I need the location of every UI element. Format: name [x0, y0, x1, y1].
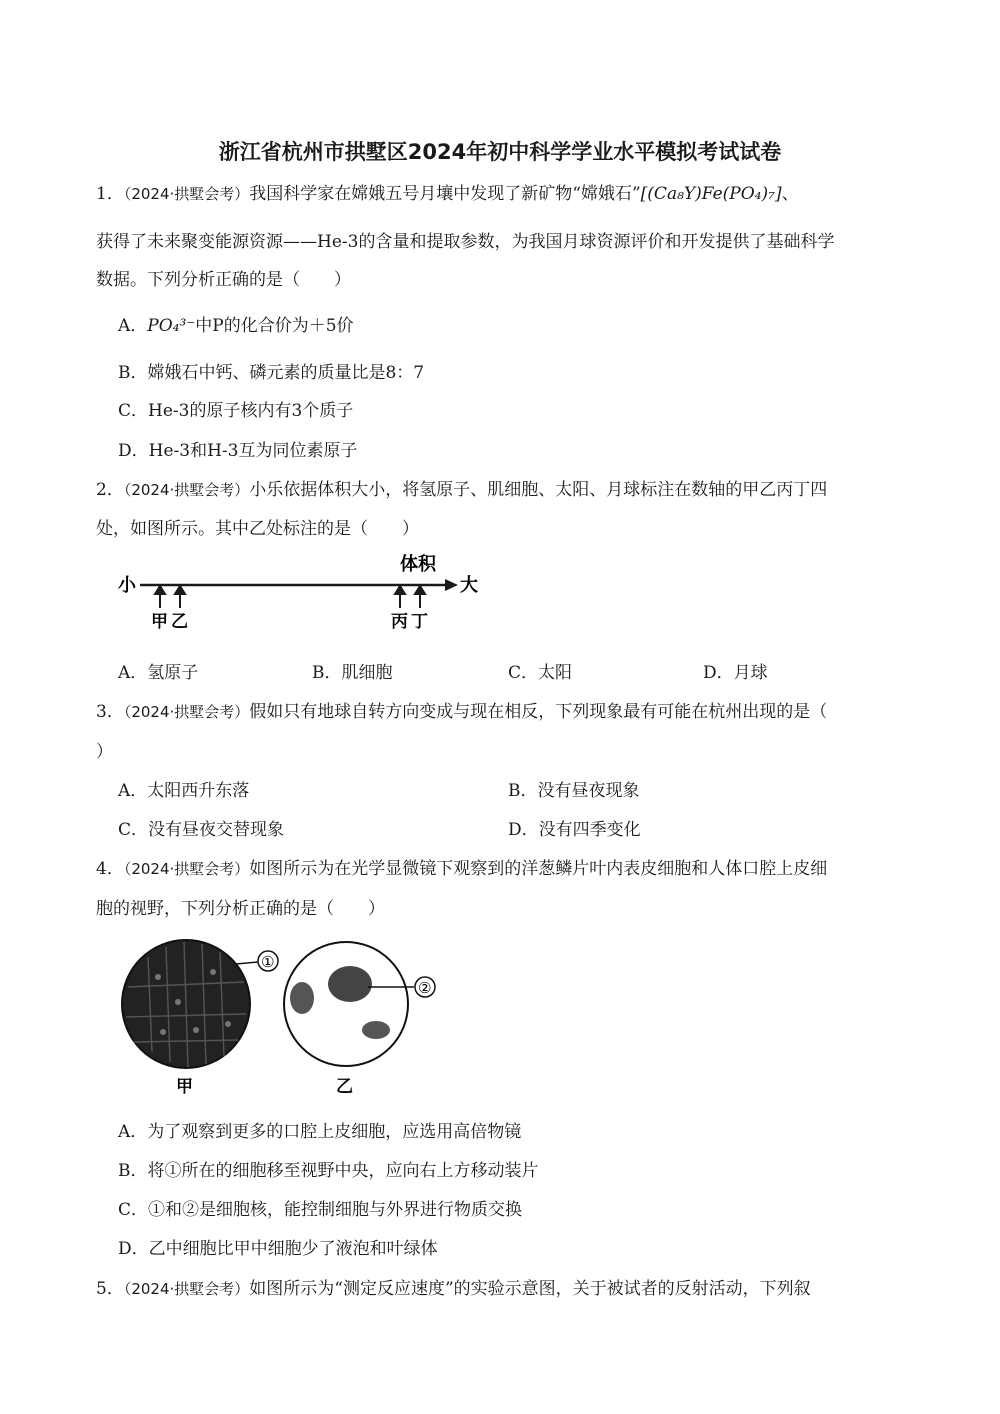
question-source: （2024·拱墅会考）: [123, 1280, 250, 1298]
question-number: 4．: [96, 859, 124, 879]
mark-arrow-icon: [395, 586, 405, 594]
axis-arrow-icon: [445, 579, 458, 591]
q3-option-a[interactable]: A．太阳西升东落: [118, 781, 250, 801]
q2-option-b[interactable]: B．肌细胞: [312, 663, 393, 683]
field-jia-label: 甲: [176, 1077, 193, 1097]
q2-option-d[interactable]: D．月球: [703, 663, 768, 683]
q2-option-c[interactable]: C．太阳: [508, 663, 573, 683]
question-number: 3．: [96, 702, 124, 722]
label-2: ②: [418, 979, 432, 997]
q5-line1: [96, 1277, 811, 1301]
microscope-figure: [118, 932, 458, 1100]
mark-jia: 甲: [151, 612, 168, 632]
q2-option-a[interactable]: A．氢原子: [118, 663, 199, 683]
mark-arrow-icon: [155, 586, 165, 594]
q2-text1: 小乐依据体积大小，将氢原子、肌细胞、太阳、月球标注在数轴的甲乙丙丁四: [249, 480, 828, 500]
q2-line1: [96, 478, 827, 502]
q3-option-b[interactable]: B．没有昼夜现象: [508, 781, 640, 801]
q1-option-d[interactable]: D．He-3和H-3互为同位素原子: [118, 441, 358, 461]
axis-small-label: 小: [118, 575, 136, 596]
q4-text1: 如图所示为在光学显微镜下观察到的洋葱鳞片叶内表皮细胞和人体口腔上皮细: [249, 859, 828, 879]
volume-axis-figure: [110, 548, 490, 638]
question-source: （2024·拱墅会考）: [123, 185, 250, 203]
q4-line1: [96, 857, 827, 881]
mark-arrow-icon: [415, 586, 425, 594]
question-source: （2024·拱墅会考）: [123, 860, 250, 878]
q3-text1: 假如只有地球自转方向变成与现在相反，下列现象最有可能在杭州出现的是（: [249, 702, 828, 722]
axis-large-label: 大: [460, 575, 478, 596]
mark-bing: 丙: [391, 612, 408, 632]
q1-line2: 获得了未来聚变能源资源——He-3的含量和提取参数，为我国月球资源评价和开发提供了基础科学: [96, 232, 835, 252]
question-number: 2．: [96, 480, 124, 500]
ion-formula: PO₄³⁻: [147, 316, 196, 336]
q4-option-d[interactable]: D．乙中细胞比甲中细胞少了液泡和叶绿体: [118, 1239, 438, 1259]
q5-text1: 如图所示为“测定反应速度”的实验示意图，关于被试者的反射活动，下列叙: [249, 1279, 811, 1299]
q4-option-b[interactable]: B．将①所在的细胞移至视野中央，应向右上方移动装片: [118, 1161, 539, 1181]
mark-yi: 乙: [171, 612, 188, 632]
q1-line3: 数据。下列分析正确的是（ ）: [96, 270, 351, 290]
question-number: 5．: [96, 1279, 124, 1299]
q4-line2: 胞的视野，下列分析正确的是（ ）: [96, 899, 385, 919]
question-source: （2024·拱墅会考）: [123, 481, 250, 499]
q1-line1: [96, 182, 799, 206]
microscope-fields-image: [118, 932, 458, 1100]
q3-option-c[interactable]: C．没有昼夜交替现象: [118, 820, 285, 840]
page-title: 浙江省杭州市拱墅区2024年初中科学学业水平模拟考试试卷: [218, 140, 782, 164]
q4-option-a[interactable]: A．为了观察到更多的口腔上皮细胞，应选用高倍物镜: [118, 1122, 522, 1142]
field-yi-label: 乙: [336, 1077, 353, 1097]
question-number: 1．: [96, 184, 124, 204]
label-1: ①: [261, 953, 275, 971]
q1-text1-end: 、: [781, 184, 799, 204]
axis-title: 体积: [400, 554, 436, 575]
option-label: A．: [118, 316, 148, 336]
q2-line2: 处，如图所示。其中乙处标注的是（ ）: [96, 519, 419, 539]
mark-arrow-icon: [175, 586, 185, 594]
q3-line1: [96, 700, 827, 724]
option-text: 中P的化合价为＋5价: [195, 316, 354, 336]
q4-option-c[interactable]: C．①和②是细胞核，能控制细胞与外界进行物质交换: [118, 1200, 523, 1220]
q1-option-b[interactable]: B．嫦娥石中钙、磷元素的质量比是8：7: [118, 363, 425, 383]
q1-text1: 我国科学家在嫦娥五号月壤中发现了新矿物“嫦娥石”: [249, 184, 641, 204]
q3-option-d[interactable]: D．没有四季变化: [508, 820, 641, 840]
q1-option-a[interactable]: [118, 314, 354, 338]
volume-axis-diagram: [110, 548, 490, 638]
mark-ding: 丁: [411, 612, 428, 632]
question-source: （2024·拱墅会考）: [123, 703, 250, 721]
q1-option-c[interactable]: C．He-3的原子核内有3个质子: [118, 401, 354, 421]
q3-line2: ）: [96, 742, 113, 762]
chemical-formula: [(Ca₈Y)Fe(PO₄)₇]: [640, 184, 782, 204]
